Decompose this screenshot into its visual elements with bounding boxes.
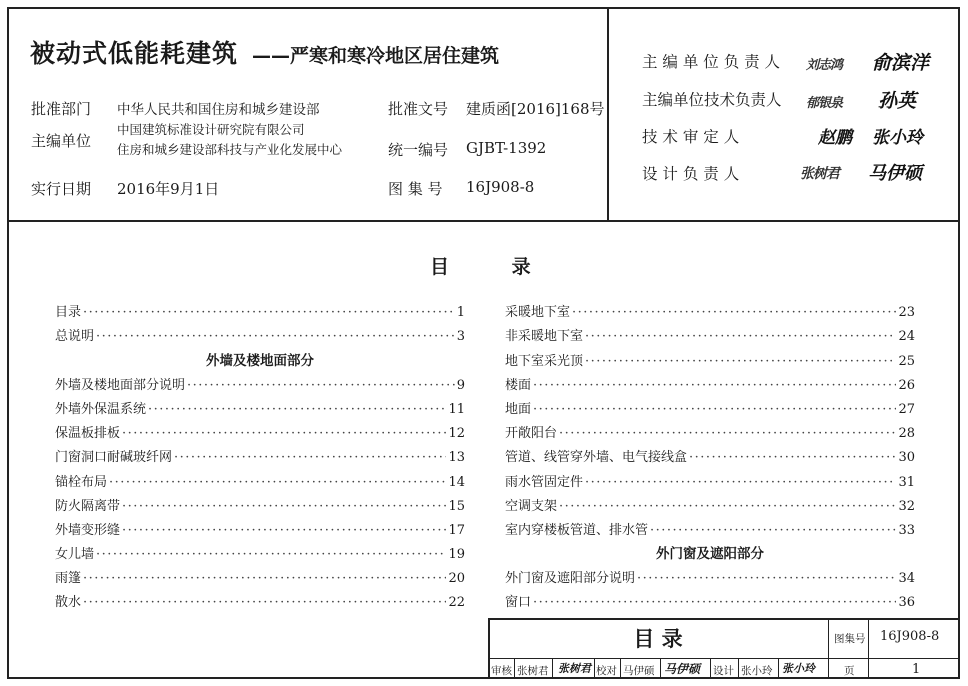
unified-no-label: 统一编号 (388, 141, 449, 159)
toc-section-heading: 外门窗及遮阳部分 (656, 546, 764, 563)
toc-item[interactable]: 外墙及楼地面部分说明 ····· 9 (55, 369, 465, 393)
check-label: 校对 (596, 665, 617, 677)
effective-date-label: 实行日期 (31, 180, 92, 198)
toc-item[interactable]: 防火隔离带 ····· 15 (55, 490, 465, 514)
review-signature: 张树君 (558, 662, 591, 675)
toc-item[interactable]: 室内穿楼板管道、排水管 ····· 33 (505, 514, 915, 538)
toc-right-column (505, 296, 915, 610)
title-block-atlas-value: 16J908-8 (880, 629, 940, 644)
toc-item[interactable]: 门窗洞口耐碱玻纤网 ····· 13 (55, 441, 465, 465)
signature-3a: 赵鹏 (818, 128, 852, 148)
design-name: 张小玲 (741, 665, 773, 677)
editor-unit-value-1: 中国建筑标准设计研究院有限公司 (117, 122, 305, 137)
toc-item[interactable]: 目录 ····· 1 (55, 296, 465, 320)
title-block (488, 618, 960, 679)
toc-left-column (55, 296, 465, 610)
toc-item[interactable]: 保温板排板 ····· 12 (55, 417, 465, 441)
resp-role-2: 主编单位技术负责人 (642, 91, 782, 109)
review-label: 审核 (491, 665, 512, 677)
toc-item[interactable]: 锚栓布局 ····· 14 (55, 465, 465, 489)
editor-unit-value-2: 住房和城乡建设部科技与产业化发展中心 (117, 142, 343, 157)
toc-item[interactable]: 女儿墙 ····· 19 (55, 538, 465, 562)
atlas-no-value: 16J908-8 (466, 178, 535, 196)
review-name: 张树君 (517, 665, 549, 677)
document-subtitle: ——严寒和寒冷地区居住建筑 (252, 45, 500, 67)
document-title: 被动式低能耗建筑 ——严寒和寒冷地区居住建筑 (30, 39, 500, 68)
toc-item[interactable]: 雨水管固定件 ····· 31 (505, 465, 915, 489)
approval-dept-value: 中华人民共和国住房和城乡建设部 (117, 102, 320, 118)
effective-date-value: 2016年9月1日 (117, 180, 220, 198)
check-signature: 马伊硕 (664, 662, 701, 676)
signature-1a: 刘志鸿 (806, 58, 843, 73)
toc-item[interactable]: 外墙外保温系统 ····· 11 (55, 393, 465, 417)
approval-doc-label: 批准文号 (388, 100, 449, 118)
signature-3b: 张小玲 (872, 128, 923, 148)
toc-item[interactable]: 地面 ····· 27 (505, 393, 915, 417)
approval-doc-value: 建质函[2016]168号 (466, 100, 605, 118)
toc-item[interactable]: 雨篷 ····· 20 (55, 562, 465, 586)
check-name: 马伊硕 (623, 665, 655, 677)
title-block-atlas-label: 图集号 (834, 633, 866, 645)
design-signature: 张小玲 (782, 662, 815, 675)
toc-heading-char-1: 目 (430, 256, 450, 278)
toc-item[interactable]: 散水 ····· 22 (55, 586, 465, 610)
approval-dept-label: 批准部门 (31, 100, 92, 118)
signature-4a: 张树君 (800, 166, 839, 182)
signature-1b: 俞滨洋 (872, 52, 930, 74)
resp-role-1: 主 编 单 位 负 责 人 (642, 53, 781, 71)
header-vertical-divider (607, 7, 609, 221)
toc-item[interactable]: 地下室采光顶 ····· 25 (505, 344, 915, 368)
toc-item[interactable]: 采暖地下室 ····· 23 (505, 296, 915, 320)
toc-item[interactable]: 总说明 ····· 3 (55, 320, 465, 344)
atlas-no-label: 图 集 号 (388, 180, 443, 198)
resp-role-3: 技 术 审 定 人 (642, 128, 740, 146)
toc-heading (430, 252, 531, 279)
toc-item[interactable]: 非采暖地下室 ····· 24 (505, 320, 915, 344)
signature-2a: 郁银泉 (806, 96, 843, 111)
toc-item[interactable]: 空调支架 ····· 32 (505, 490, 915, 514)
toc-section-heading: 外墙及楼地面部分 (206, 352, 314, 369)
toc-item[interactable]: 楼面 ····· 26 (505, 369, 915, 393)
editor-unit-label: 主编单位 (31, 132, 92, 150)
unified-no-value: GJBT-1392 (466, 139, 547, 157)
toc-item[interactable]: 管道、线管穿外墙、电气接线盒 ····· 30 (505, 441, 915, 465)
toc-item[interactable]: 窗口 ····· 36 (505, 586, 915, 610)
page-label: 页 (844, 665, 855, 677)
signature-4b: 马伊硕 (868, 163, 922, 184)
page-value: 1 (912, 662, 921, 677)
design-label: 设计 (713, 665, 734, 677)
resp-role-4: 设 计 负 责 人 (642, 165, 740, 183)
toc-item[interactable]: 开敞阳台 ····· 28 (505, 417, 915, 441)
toc-heading-char-2: 录 (511, 256, 531, 278)
title-block-title: 目 录 (633, 627, 683, 651)
signature-2b: 孙英 (878, 90, 917, 112)
header-divider (7, 220, 960, 222)
toc-item[interactable]: 外墙变形缝 ····· 17 (55, 514, 465, 538)
toc-item[interactable]: 外门窗及遮阳部分说明 ····· 34 (505, 562, 915, 586)
